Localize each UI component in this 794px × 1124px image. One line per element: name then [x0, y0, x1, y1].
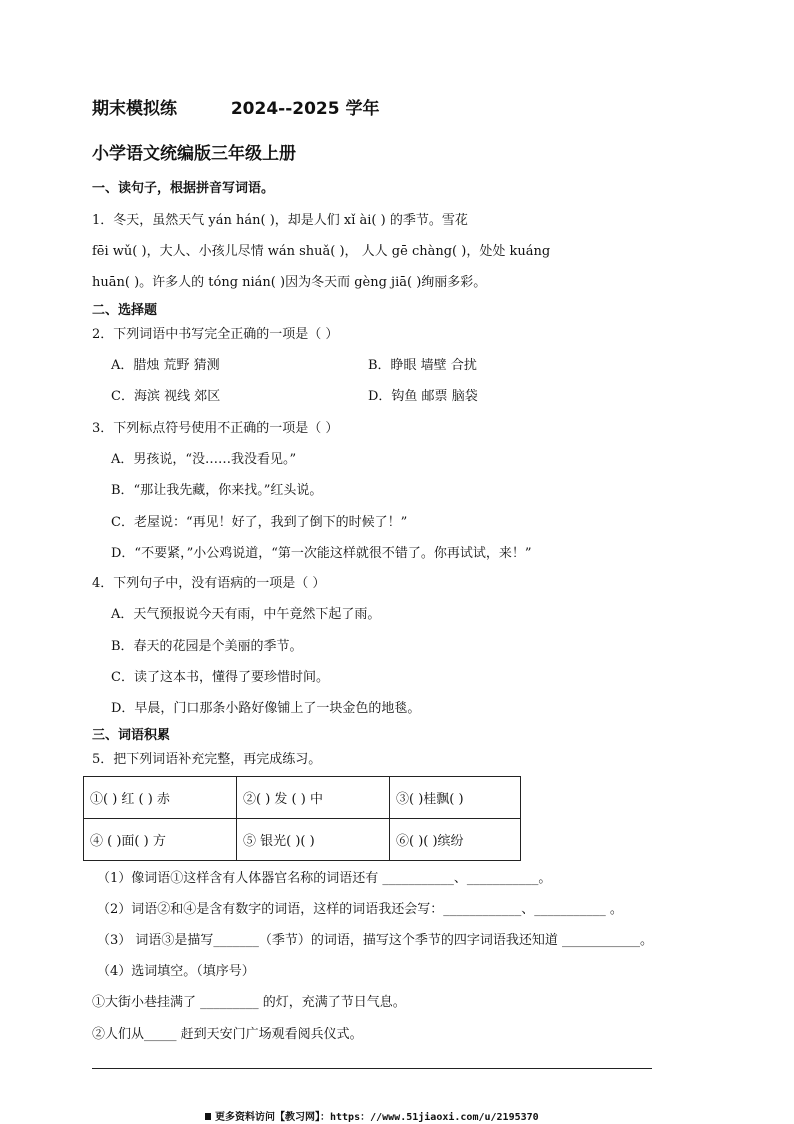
q1-line3: huān( )。许多人的 tóng nián( )因为冬天而 gèng jiā( )绚丽多彩。	[92, 275, 487, 290]
q3-option-c: C．老屋说：“再见！好了，我到了倒下的时候了！”	[111, 515, 408, 530]
fill-sentence-1: ①大街小巷挂满了 _________ 的灯，充满了节日气息。	[92, 995, 406, 1010]
footer-link[interactable]	[205, 1108, 539, 1123]
q5-stem: 5．把下列词语补充完整，再完成练习。	[92, 752, 322, 767]
q5-sub2: （2）词语②和④是含有数字的词语，这样的词语我还会写：____________、___________ 。	[97, 902, 623, 917]
q1-line2: fēi wǔ( )，大人、小孩儿尽情 wán shuǎ( )， 人人 gē chàng( )，处处 kuáng	[92, 244, 551, 259]
table-cell: ②( ) 发 ( ) 中	[237, 777, 390, 819]
q4-option-d: D．早晨，门口那条小路好像铺上了一块金色的地毯。	[111, 701, 421, 716]
flag-icon	[205, 1113, 211, 1120]
q2-stem: 2．下列词语中书写完全正确的一项是（ ）	[92, 327, 339, 342]
q4-option-b: B．春天的花园是个美丽的季节。	[111, 639, 303, 654]
title-year: 2024--2025 学年	[230, 99, 380, 119]
table-cell: ③( )桂飘( )	[390, 777, 521, 819]
fill-sentence-2: ②人们从_____ 赶到天安门广场观看阅兵仪式。	[92, 1027, 363, 1042]
word-completion-table	[83, 776, 521, 861]
table-row	[84, 777, 521, 819]
q4-option-c: C．读了这本书，懂得了要珍惜时间。	[111, 670, 329, 685]
table-row	[84, 819, 521, 861]
q5-sub4: （4）选词填空。（填序号）	[97, 964, 255, 979]
q4-option-a: A．天气预报说今天有雨，中午竟然下起了雨。	[111, 607, 381, 622]
footer-text: 更多资料访问【教习网】：https：//www.51jiaoxi.com/u/2195370	[215, 1112, 539, 1123]
table-cell: ④ ( )面( ) 方	[84, 819, 237, 861]
q5-sub1: （1）像词语①这样含有人体器官名称的词语还有 ___________、___________。	[97, 871, 552, 886]
q4-stem: 4．下列句子中，没有语病的一项是（ ）	[92, 576, 326, 591]
q2-option-d: D．钩鱼 邮票 脑袋	[368, 389, 478, 404]
section3-heading: 三、词语积累	[92, 728, 171, 743]
q1-line1: 1．冬天，虽然天气 yán hán( )，却是人们 xǐ ài( ) 的季节。雪花	[92, 213, 468, 228]
title-left: 期末模拟练	[92, 99, 177, 119]
table-cell: ⑥( )( )缤纷	[390, 819, 521, 861]
table-cell: ①( ) 红 ( ) 赤	[84, 777, 237, 819]
q5-sub3: （3） 词语③是描写_______（季节）的词语，描写这个季节的四字词语我还知道 ____________。	[97, 933, 654, 948]
q3-option-d: D．“不要紧，”小公鸡说道，“第一次能这样就很不错了。你再试试，来！”	[111, 546, 532, 561]
section1-heading: 一、读句子，根据拼音写词语。	[92, 181, 275, 196]
footer-divider	[92, 1068, 652, 1069]
table-cell: ⑤ 银光( )( )	[237, 819, 390, 861]
q3-stem: 3．下列标点符号使用不正确的一项是（ ）	[92, 421, 339, 436]
section2-heading: 二、选择题	[92, 303, 158, 318]
q3-option-a: A．男孩说，“没……我没看见。”	[111, 452, 297, 467]
q2-option-b: B．睁眼 墙壁 合扰	[368, 358, 477, 373]
q2-option-a: A．腊烛 荒野 猜测	[111, 358, 220, 373]
q2-option-c: C．海滨 视线 郊区	[111, 389, 221, 404]
q3-option-b: B．“那让我先藏，你来找。”红头说。	[111, 483, 323, 498]
worksheet-subtitle: 小学语文统编版三年级上册	[92, 144, 296, 164]
worksheet-title	[92, 100, 380, 118]
